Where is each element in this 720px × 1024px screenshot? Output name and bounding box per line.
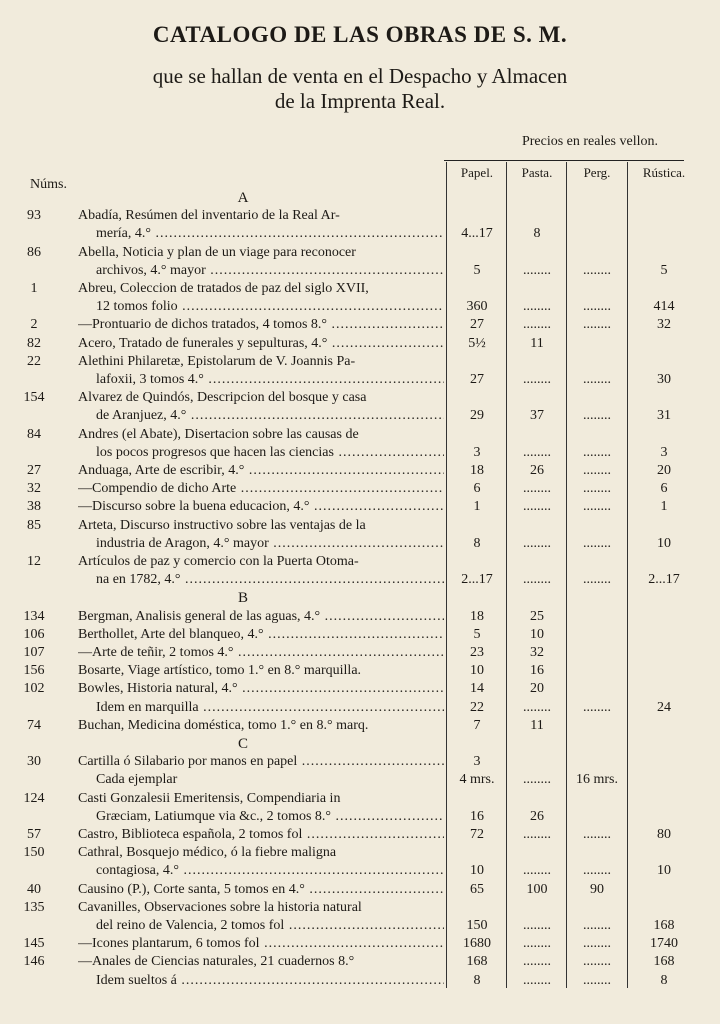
table-row bbox=[0, 463, 720, 482]
work-description: 12 tomos folio ..... bbox=[96, 299, 444, 315]
price-perg: ........ bbox=[583, 262, 611, 278]
price-rustica: 10 bbox=[657, 863, 671, 879]
catalog-number: 22 bbox=[27, 353, 41, 369]
work-description: —Prontuario de dichos tratados, 4 tomos 8.° ..... bbox=[78, 317, 444, 333]
subtitle-line-1: que se hallan de venta en el Despacho y Almacen bbox=[152, 64, 568, 88]
price-pasta: ........ bbox=[523, 317, 551, 333]
catalog-number: 134 bbox=[23, 608, 45, 624]
table-row bbox=[0, 572, 720, 591]
header-rule bbox=[444, 160, 684, 161]
work-description: Artículos de paz y comercio con la Puerta Otoma- bbox=[78, 554, 359, 569]
price-papel: 360 bbox=[466, 299, 488, 315]
work-description: Alethini Philaretæ, Epistolarum de V. Joannis Pa- bbox=[78, 353, 356, 369]
catalog-number: 93 bbox=[27, 208, 41, 224]
price-pasta: ........ bbox=[523, 444, 551, 460]
price-rustica: 8 bbox=[660, 972, 668, 988]
table-row bbox=[0, 700, 720, 719]
catalog-number: 74 bbox=[27, 717, 41, 733]
price-pasta: ........ bbox=[523, 972, 551, 988]
table-row bbox=[0, 317, 720, 336]
column-header-perg: Perg. bbox=[583, 165, 611, 180]
catalog-number: 84 bbox=[27, 426, 41, 442]
price-pasta: ........ bbox=[523, 372, 551, 387]
price-rustica: 80 bbox=[657, 827, 671, 842]
price-papel: 65 bbox=[470, 881, 484, 897]
table-row bbox=[0, 681, 720, 700]
price-rustica: 3 bbox=[660, 444, 668, 460]
table-row bbox=[0, 408, 720, 427]
work-description: los pocos progresos que hacen las ciencias ..... bbox=[96, 445, 444, 461]
price-papel: 10 bbox=[470, 863, 484, 879]
price-pasta: ........ bbox=[523, 299, 551, 315]
price-perg: ........ bbox=[583, 936, 611, 952]
price-papel: 29 bbox=[470, 408, 484, 424]
price-papel: 10 bbox=[470, 663, 484, 679]
price-perg: 90 bbox=[590, 881, 604, 897]
price-pasta: ........ bbox=[523, 481, 551, 497]
catalog-number: 150 bbox=[23, 845, 45, 861]
column-header-nums: Núms. bbox=[30, 177, 67, 192]
column-header-papel: Papel. bbox=[460, 165, 494, 180]
work-description: del reino de Valencia, 2 tomos fol ..... bbox=[96, 918, 444, 934]
section-letter: A bbox=[237, 190, 249, 206]
table-row bbox=[0, 299, 720, 318]
table-row bbox=[0, 754, 720, 773]
price-papel: 1 bbox=[473, 499, 481, 515]
price-perg: ........ bbox=[583, 699, 611, 715]
price-pasta: ........ bbox=[523, 827, 551, 842]
price-perg: ........ bbox=[583, 444, 611, 460]
work-description: Buchan, Medicina doméstica, tomo 1.° en 8.° marq. bbox=[78, 717, 369, 733]
price-perg: ........ bbox=[583, 972, 611, 988]
price-papel: 168 bbox=[466, 954, 488, 970]
table-row bbox=[0, 882, 720, 901]
price-perg: ........ bbox=[583, 572, 611, 588]
work-description: —Compendio de dicho Arte ..... bbox=[78, 481, 444, 497]
price-papel: 3 bbox=[473, 444, 481, 460]
price-pasta: 26 bbox=[530, 463, 544, 478]
table-row bbox=[0, 663, 720, 682]
price-papel: 23 bbox=[470, 645, 484, 660]
table-row bbox=[0, 499, 720, 518]
prices-note: Precios en reales vellon. bbox=[521, 134, 658, 149]
price-perg: ........ bbox=[583, 481, 611, 497]
price-papel: 27 bbox=[470, 372, 484, 387]
catalog-number: 86 bbox=[27, 244, 41, 260]
catalog-number: 82 bbox=[27, 335, 41, 351]
work-description: Alvarez de Quindós, Descripcion del bosque y casa bbox=[78, 390, 367, 406]
price-rustica: 10 bbox=[657, 535, 671, 551]
work-description: Bowles, Historia natural, 4.° ..... bbox=[78, 681, 444, 697]
work-description: mería, 4.° ..... bbox=[96, 226, 444, 242]
price-papel: 18 bbox=[470, 608, 484, 624]
price-papel: 4...17 bbox=[461, 226, 493, 242]
price-pasta: 26 bbox=[530, 808, 544, 824]
catalog-number: 106 bbox=[23, 626, 45, 642]
price-perg: ........ bbox=[583, 499, 611, 515]
price-pasta: 16 bbox=[530, 663, 544, 679]
table-row bbox=[0, 827, 720, 846]
work-description: de Aranjuez, 4.° ..... bbox=[96, 408, 444, 424]
price-rustica: 32 bbox=[657, 317, 671, 333]
price-perg: ........ bbox=[583, 372, 611, 387]
price-pasta: ........ bbox=[523, 918, 551, 933]
catalog-number: 57 bbox=[27, 827, 41, 842]
work-description: —Anales de Ciencias naturales, 21 cuadernos 8.° bbox=[78, 954, 355, 970]
table-row bbox=[0, 281, 720, 300]
catalog-number: 12 bbox=[27, 554, 41, 569]
work-description: Anduaga, Arte de escribir, 4.° ..... bbox=[78, 463, 444, 479]
price-pasta: 25 bbox=[530, 608, 544, 624]
price-papel: 2...17 bbox=[461, 572, 493, 588]
price-pasta: 37 bbox=[530, 408, 544, 424]
table-row bbox=[0, 245, 720, 264]
price-papel: 7 bbox=[473, 717, 481, 733]
price-rustica: 414 bbox=[653, 299, 675, 315]
price-papel: 150 bbox=[466, 918, 488, 933]
price-papel: 1680 bbox=[463, 936, 491, 952]
work-description: contagiosa, 4.° ..... bbox=[96, 863, 444, 879]
table-row bbox=[0, 918, 720, 937]
price-perg: ........ bbox=[583, 535, 611, 551]
price-pasta: ........ bbox=[523, 954, 551, 970]
price-rustica: 1 bbox=[660, 499, 668, 515]
work-description: —Arte de teñir, 2 tomos 4.° ..... bbox=[78, 645, 444, 661]
work-description: Abella, Noticia y plan de un viage para reconocer bbox=[78, 244, 356, 260]
catalog-number: 107 bbox=[23, 645, 45, 660]
work-description: Idem en marquilla ..... bbox=[96, 700, 444, 716]
work-description: industria de Aragon, 4.° mayor ..... bbox=[96, 536, 444, 552]
table-row bbox=[0, 772, 720, 791]
work-description: Andres (el Abate), Disertacion sobre las causas de bbox=[78, 426, 359, 442]
price-papel: 5 bbox=[473, 626, 481, 642]
catalog-number: 145 bbox=[23, 936, 45, 952]
catalog-number: 146 bbox=[23, 954, 45, 970]
work-description: Arteta, Discurso instructivo sobre las ventajas de la bbox=[78, 517, 366, 533]
table-row bbox=[0, 263, 720, 282]
catalog-number: 1 bbox=[30, 281, 38, 296]
price-papel: 8 bbox=[473, 535, 481, 551]
catalog-number: 38 bbox=[27, 499, 41, 515]
table-row bbox=[0, 809, 720, 828]
price-rustica: 168 bbox=[653, 918, 675, 933]
price-rustica: 20 bbox=[657, 463, 671, 478]
table-row bbox=[0, 609, 720, 628]
price-papel: 8 bbox=[473, 972, 481, 988]
price-rustica: 168 bbox=[653, 954, 675, 970]
price-rustica: 24 bbox=[657, 699, 671, 715]
catalog-number: 135 bbox=[23, 899, 45, 915]
work-description: Abadía, Resúmen del inventario de la Real Ar- bbox=[78, 208, 340, 224]
work-description: Cathral, Bosquejo médico, ó la fiebre maligna bbox=[78, 845, 337, 861]
price-perg: ........ bbox=[583, 863, 611, 879]
work-description: Abreu, Coleccion de tratados de paz del siglo XVII, bbox=[78, 281, 369, 296]
page-subtitle bbox=[60, 64, 660, 114]
price-pasta: 10 bbox=[530, 626, 544, 642]
catalog-number: 27 bbox=[27, 463, 41, 478]
table-row bbox=[0, 427, 720, 446]
price-pasta: ........ bbox=[523, 936, 551, 952]
catalog-number: 30 bbox=[27, 754, 41, 770]
price-rustica: 6 bbox=[660, 481, 668, 497]
price-papel: 27 bbox=[470, 317, 484, 333]
table-row bbox=[0, 354, 720, 373]
work-description: Cartilla ó Silabario por manos en papel ..... bbox=[78, 754, 444, 770]
catalog-number: 32 bbox=[27, 481, 41, 497]
column-header-pasta: Pasta. bbox=[521, 165, 553, 180]
work-description: Acero, Tratado de funerales y sepulturas, 4.° ..... bbox=[78, 336, 444, 352]
price-pasta: ........ bbox=[523, 772, 551, 788]
price-perg: ........ bbox=[583, 408, 611, 424]
subtitle-line-2: de la Imprenta Real. bbox=[274, 89, 446, 113]
price-papel: 72 bbox=[470, 827, 484, 842]
price-pasta: 20 bbox=[530, 681, 544, 697]
price-rustica: 30 bbox=[657, 372, 671, 387]
price-papel: 3 bbox=[473, 754, 481, 770]
price-pasta: ........ bbox=[523, 699, 551, 715]
price-perg: ........ bbox=[583, 317, 611, 333]
price-papel: 5½ bbox=[468, 335, 486, 351]
work-description: Bergman, Analisis general de las aguas, 4.° ..... bbox=[78, 609, 444, 625]
section-letter: C bbox=[237, 736, 248, 752]
table-row bbox=[0, 936, 720, 955]
price-perg: ........ bbox=[583, 827, 611, 842]
work-description: Castro, Biblioteca española, 2 tomos fol ..... bbox=[78, 827, 444, 843]
price-pasta: 100 bbox=[526, 881, 548, 897]
table-row bbox=[0, 372, 720, 391]
table-row bbox=[0, 954, 720, 973]
catalog-number: 154 bbox=[23, 390, 45, 406]
catalog-number: 2 bbox=[30, 317, 38, 333]
table-row bbox=[0, 336, 720, 355]
work-description: —Icones plantarum, 6 tomos fol ..... bbox=[78, 936, 444, 952]
price-pasta: ........ bbox=[523, 863, 551, 879]
price-papel: 6 bbox=[473, 481, 481, 497]
table-row bbox=[0, 536, 720, 555]
price-perg: ........ bbox=[583, 954, 611, 970]
work-description: Idem sueltos á ..... bbox=[96, 973, 444, 989]
column-header-rustica: Rústica. bbox=[642, 165, 686, 180]
price-papel: 5 bbox=[473, 262, 481, 278]
table-row bbox=[0, 481, 720, 500]
table-row bbox=[0, 718, 720, 737]
price-papel: 4 mrs. bbox=[459, 772, 495, 788]
catalog-number: 124 bbox=[23, 790, 45, 806]
work-description: Græciam, Latiumque via &c., 2 tomos 8.° ..... bbox=[96, 809, 444, 825]
table-row bbox=[0, 627, 720, 646]
price-pasta: ........ bbox=[523, 499, 551, 515]
price-pasta: ........ bbox=[523, 262, 551, 278]
price-pasta: ........ bbox=[523, 572, 551, 588]
table-row bbox=[0, 845, 720, 864]
table-row bbox=[0, 390, 720, 409]
table-row bbox=[0, 445, 720, 464]
table-row bbox=[0, 226, 720, 245]
price-perg: ........ bbox=[583, 463, 611, 478]
work-description: —Discurso sobre la buena educacion, 4.° ..... bbox=[78, 499, 444, 515]
work-description: Cavanilles, Observaciones sobre la historia natural bbox=[78, 899, 362, 915]
price-pasta: 11 bbox=[530, 717, 544, 733]
price-rustica: 31 bbox=[657, 408, 671, 424]
price-pasta: 8 bbox=[533, 226, 541, 242]
price-rustica: 1740 bbox=[650, 936, 678, 952]
price-rustica: 2...17 bbox=[648, 572, 680, 588]
price-papel: 14 bbox=[470, 681, 484, 697]
table-row bbox=[0, 863, 720, 882]
price-papel: 16 bbox=[470, 808, 484, 824]
price-pasta: ........ bbox=[523, 535, 551, 551]
table-row bbox=[0, 900, 720, 919]
section-letter: B bbox=[237, 590, 248, 607]
work-description: lafoxii, 3 tomos 4.° ..... bbox=[96, 372, 444, 388]
table-row bbox=[0, 518, 720, 537]
price-pasta: 11 bbox=[530, 335, 544, 351]
work-description: archivos, 4.° mayor ..... bbox=[96, 263, 444, 279]
catalog-number: 40 bbox=[27, 881, 41, 897]
table-row bbox=[0, 973, 720, 992]
page-title: CATALOGO DE LAS OBRAS DE S. M. bbox=[152, 22, 568, 47]
price-papel: 22 bbox=[470, 699, 484, 715]
work-description: Cada ejemplar bbox=[96, 772, 178, 788]
catalog-number: 85 bbox=[27, 517, 41, 533]
table-row bbox=[0, 208, 720, 227]
price-perg: 16 mrs. bbox=[576, 772, 618, 788]
work-description: na en 1782, 4.° ..... bbox=[96, 572, 444, 588]
work-description: Causino (P.), Corte santa, 5 tomos en 4.° ..... bbox=[78, 882, 444, 898]
table-row bbox=[0, 645, 720, 664]
price-rustica: 5 bbox=[660, 262, 668, 278]
work-description: Bosarte, Viage artístico, tomo 1.° en 8.° marquilla. bbox=[78, 663, 362, 679]
work-description: Berthollet, Arte del blanqueo, 4.° ..... bbox=[78, 627, 444, 643]
price-pasta: 32 bbox=[530, 645, 544, 660]
table-row bbox=[0, 791, 720, 810]
table-row bbox=[0, 554, 720, 573]
price-perg: ........ bbox=[583, 299, 611, 315]
price-papel: 18 bbox=[470, 463, 484, 478]
work-description: Casti Gonzalesii Emeritensis, Compendiaria in bbox=[78, 790, 341, 806]
price-perg: ........ bbox=[583, 918, 611, 933]
catalog-number: 102 bbox=[23, 681, 45, 697]
catalog-number: 156 bbox=[23, 663, 45, 679]
